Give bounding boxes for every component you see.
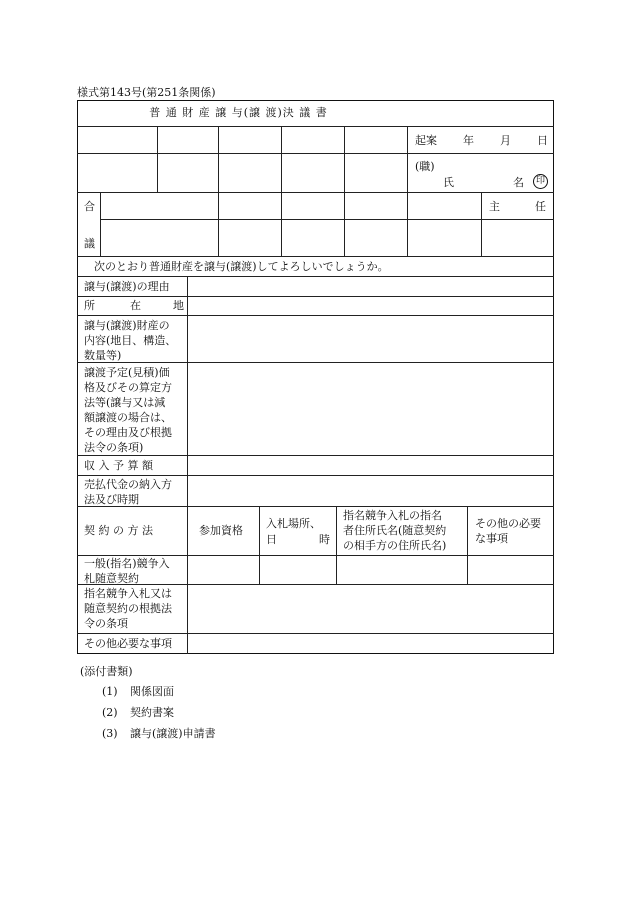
vrule-label-col [187, 276, 188, 506]
bid-place-label-1: 入札場所、 [266, 517, 321, 530]
vrule-label-col-lower [187, 555, 188, 654]
vrule-h2 [218, 126, 219, 256]
attachment-no-3: (3) [102, 727, 118, 740]
intro-sentence: 次のとおり普通財産を譲与(譲渡)してよろしいでしょうか。 [94, 260, 389, 273]
vrule-contract-1 [187, 506, 188, 555]
rule-gougi-mid [100, 219, 554, 220]
attachment-no-1: (1) [102, 685, 118, 698]
rule-location-bottom [77, 315, 554, 316]
rule-legal-bottom [77, 633, 554, 634]
bid-place-label-2: 日 [266, 533, 277, 546]
attachment-label-3: 譲与(譲渡)申請書 [130, 727, 216, 740]
other-items-label: その他必要な事項 [84, 637, 172, 650]
property-content-label: 譲与(譲渡)財産の 内容(地目、構造、 数量等) [84, 319, 177, 362]
attachment-label-2: 契約書案 [130, 706, 174, 719]
vrule-h4 [344, 126, 345, 256]
vrule-contract-2 [259, 506, 260, 584]
rule-reason-bottom [77, 296, 554, 297]
reason-label: 譲与(譲渡)の理由 [84, 280, 170, 293]
vrule-gougi [100, 192, 101, 256]
location-label-1: 所 [84, 299, 95, 312]
rule-intro-bottom [77, 276, 554, 277]
rule-revenue-bottom [77, 475, 554, 476]
bid-place-label-3: 時 [319, 533, 330, 546]
legal-basis-label: 指名競争入札又は 随意契約の根拠法 令の条項 [84, 587, 172, 630]
nominated-bidders-label: 指名競争入札の指名 者住所氏名(随意契約 の相手方の住所氏名) [343, 509, 447, 552]
form-title: 普 通 財 産 譲 与(譲 渡)決 議 書 [149, 106, 328, 119]
vrule-h1 [157, 126, 158, 192]
vrule-contract-4 [467, 506, 468, 584]
day-label: 日 [537, 134, 548, 147]
general-bid-label: 一般(指名)競争入 札随意契約 [84, 557, 170, 585]
revenue-budget-label: 収 入 予 算 額 [84, 459, 153, 472]
vrule-h3 [281, 126, 282, 256]
mei-label: 名 [513, 176, 524, 189]
vrule-shunin [481, 192, 482, 256]
attachments-heading: (添付書類) [80, 665, 133, 678]
gou-label: 合 [84, 200, 95, 213]
attachment-no-2: (2) [102, 706, 118, 719]
rule-header-1 [77, 153, 554, 154]
year-label: 年 [463, 134, 474, 147]
shi-label: 氏 [443, 176, 454, 189]
attachment-label-1: 関係図面 [130, 685, 174, 698]
shunin-label-2: 任 [535, 200, 546, 213]
rule-below-title [77, 126, 554, 127]
planned-price-label: 譲渡予定(見積)価 格及びその算定方 法等(譲与又は減 額譲渡の場合は、 その理由及び根拠 法令の条項) [84, 366, 172, 454]
shunin-label-1: 主 [489, 200, 500, 213]
qualification-label: 参加資格 [199, 524, 243, 537]
location-label-2: 在 [130, 299, 141, 312]
rule-header-2 [77, 192, 554, 193]
rule-price-bottom [77, 455, 554, 456]
month-label: 月 [500, 134, 511, 147]
form-number-label: 様式第143号(第251条関係) [77, 86, 216, 99]
location-label-3: 地 [173, 299, 184, 312]
kian-label: 起案 [415, 134, 437, 147]
contract-method-label: 契 約 の 方 法 [84, 524, 153, 537]
payment-method-label: 売払代金の納入方 法及び時期 [84, 478, 172, 506]
other-needed-label: その他の必要 な事項 [475, 517, 541, 545]
seal-mark-icon: 印 [533, 174, 548, 189]
rule-gougi-bottom [77, 256, 554, 257]
gi-label: 議 [84, 237, 95, 250]
shoku-label: (職) [415, 160, 435, 173]
vrule-contract-3 [336, 506, 337, 584]
vrule-h5 [407, 126, 408, 256]
